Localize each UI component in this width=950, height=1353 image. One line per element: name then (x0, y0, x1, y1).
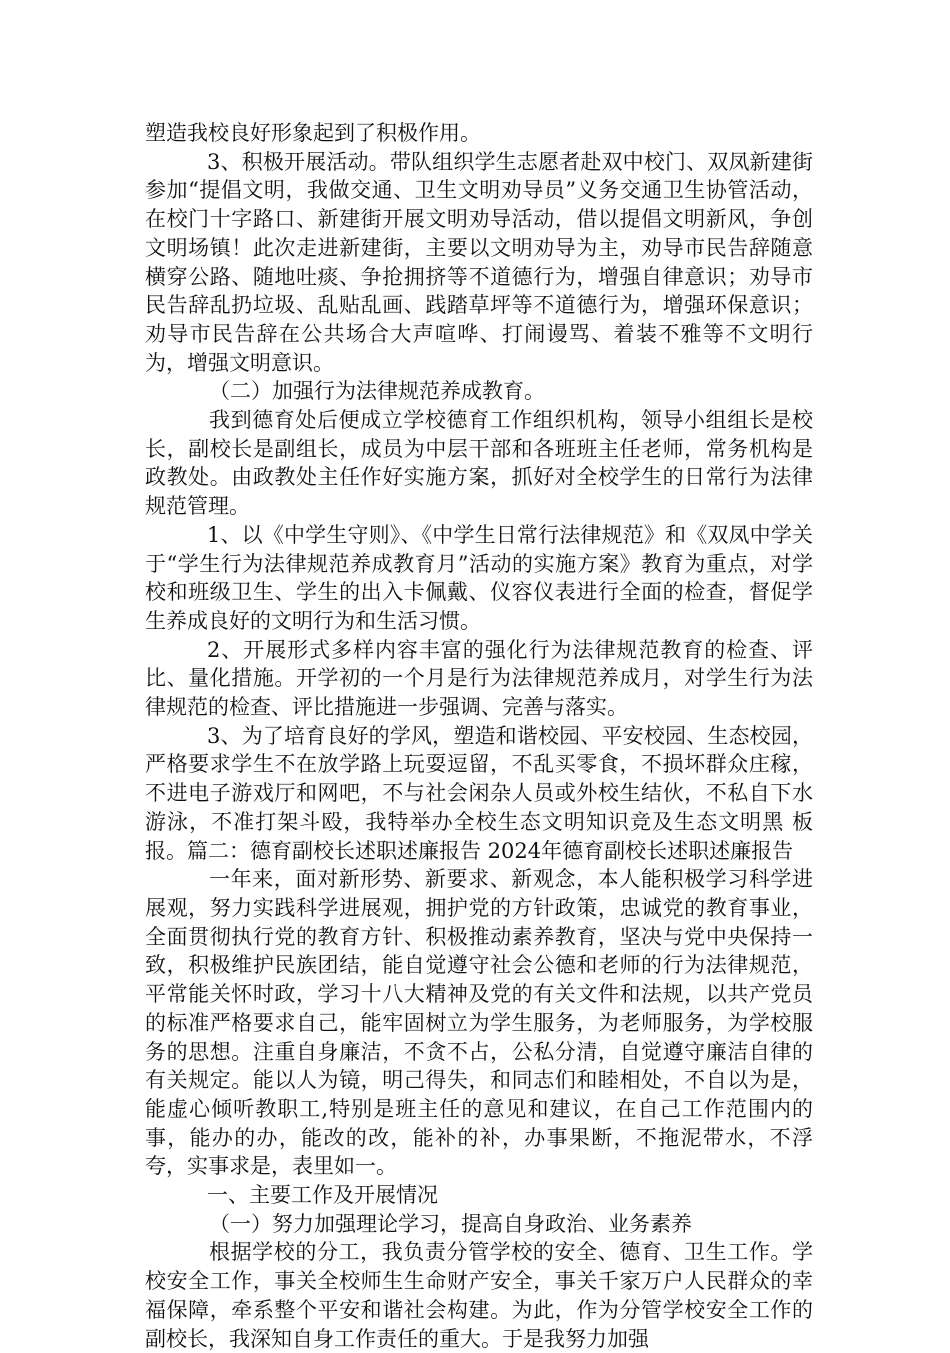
section-heading: 一、主要工作及开展情况 (207, 1183, 438, 1208)
section-heading: （二）加强行为法律规范养成教育。 (209, 379, 545, 404)
section-heading: （一）努力加强理论学习，提高自身政治、业务素养 (209, 1211, 692, 1236)
paragraph: 我到德育处后便成立学校德育工作组织机构，领导小组组长是校长，副校长是副组长，成员为中层干部和各班班主任老师，常务机构是政教处。由政教处主任作好实施方案，抓好对全校学生的日常行为法律规范管理。 (145, 408, 813, 519)
document-body (145, 119, 813, 1353)
paragraph: 塑造我校良好形象起到了积极作用。 (145, 121, 481, 145)
paragraph: 根据学校的分工，我负责分管学校的安全、德育、卫生工作。学校安全工作，事关全校师生生命财产安全，事关千家万户人民群众的幸福保障，牵系整个平安和谐社会构建。为此，作为分管学校安全工作的副校长，我深知自身工作责任的重大。于是我努力加强 (145, 1240, 813, 1351)
paragraph: 3、积极开展活动。带队组织学生志愿者赴双中校门、双凤新建街参加“提倡文明，我做交通、卫生文明劝导员”义务交通卫生协管活动，在校门十字路口、新建街开展文明劝导活动，借以提倡文明新风，争创文明场镇！此次走进新建街，主要以文明劝导为主，劝导市民告辞随意横穿公路、随地吐痰、争抢拥挤等不道德行为，增强自律意识；劝导市民告辞乱扔垃圾、乱贴乱画、践踏草坪等不道德行为，增强环保意识；劝导市民告辞在公共场合大声喧哗、打闹谩骂、着装不雅等不文明行为，增强文明意识。 (145, 149, 813, 375)
paragraph: 1、以《中学生守则》、《中学生日常行法律规范》和《双凤中学关于“学生行为法律规范养成教育月”活动的实施方案》教育为重点，对学校和班级卫生、学生的出入卡佩戴、仪容仪表进行全面的检查，督促学生养成良好的文明行为和生活习惯。 (145, 522, 813, 633)
paragraph: 3、为了培育良好的学风，塑造和谐校园、平安校园、生态校园，严格要求学生不在放学路上玩耍逗留，不乱买零食，不损坏群众庄稼，不进电子游戏厅和网吧，不与社会闲杂人员或外校生结伙，不私自下水游泳，不准打架斗殴，我特举办全校生态文明知识竞及生态文明黑 板报。篇二：德育副校长述职述廉报告 2024年德育副校长述职述廉报告 (145, 723, 813, 863)
paragraph: 一年来，面对新形势、新要求、新观念，本人能积极学习科学进展观，努力实践科学进展观，拥护党的方针政策，忠诚党的教育事业，全面贯彻执行党的教育方针、积极推动素养教育，坚决与党中央保持一致，积极维护民族团结，能自觉遵守社会公德和老师的行为法律规范，平常能关怀时政，学习十八大精神及党的有关文件和法规，以共产党员的标准严格要求自己，能牢固树立为学生服务，为老师服务，为学校服务的思想。注重自身廉洁，不贪不占，公私分清，自觉遵守廉洁自律的有关规定。能以人为镜，明己得失，和同志们和睦相处，不自以为是，能虚心倾听教职工,特别是班主任的意见和建议，在自己工作范围内的事，能办的办，能改的改，能补的补，办事果断，不拖泥带水，不浮夸，实事求是，表里如一。 (145, 867, 813, 1179)
paragraph: 2、开展形式多样内容丰富的强化行为法律规范教育的检查、评比、量化措施。开学初的一个月是行为法律规范养成月，对学生行为法律规范的检查、评比措施进一步强调、完善与落实。 (145, 637, 813, 720)
